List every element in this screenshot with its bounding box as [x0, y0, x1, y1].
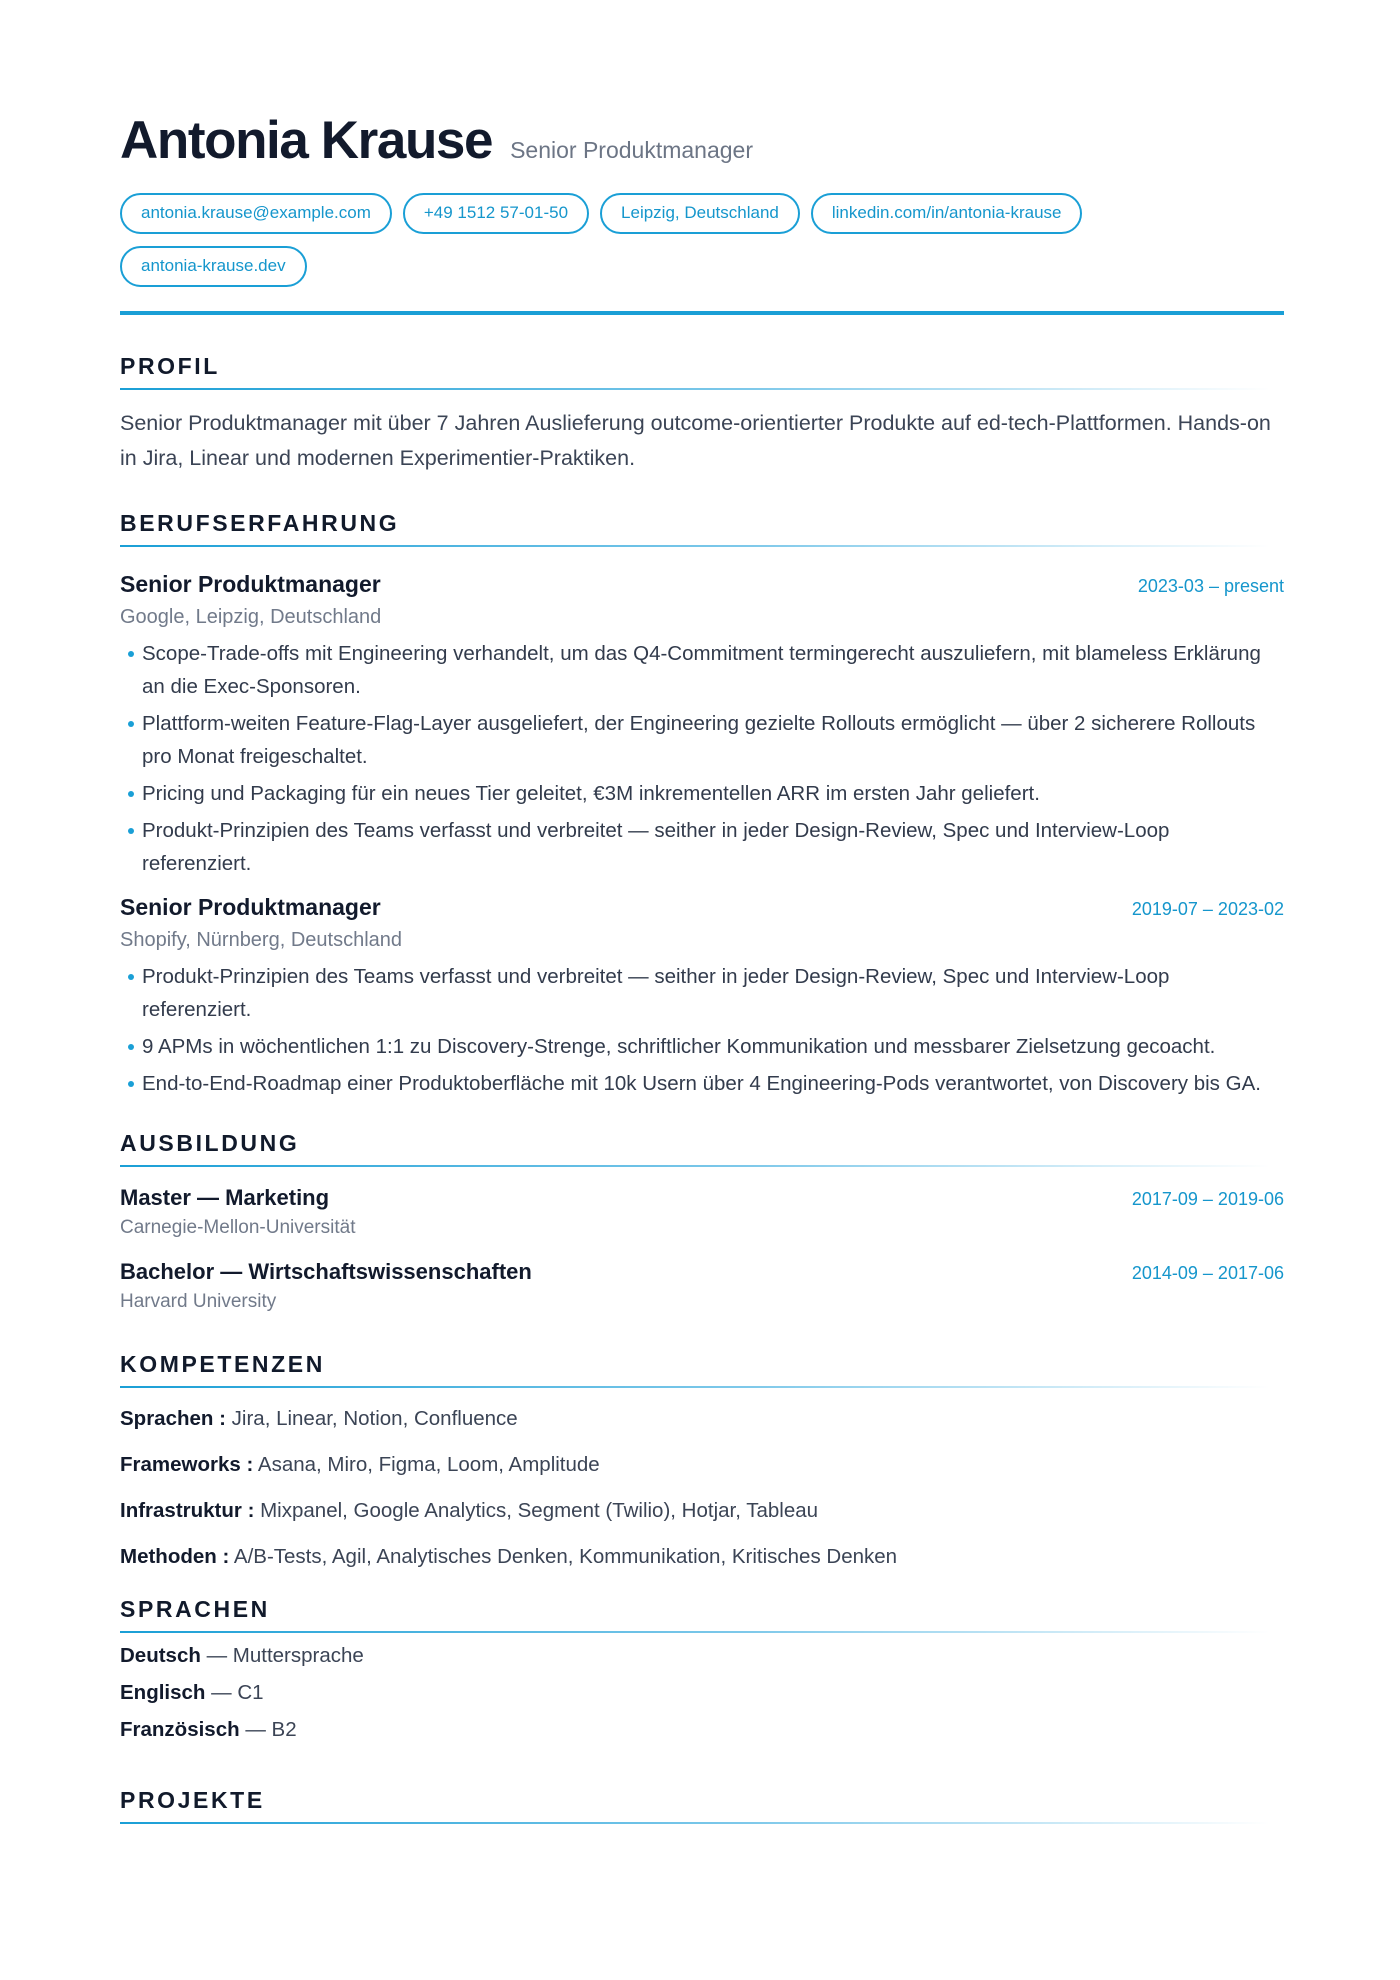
contact-website[interactable]: antonia-krause.dev — [120, 246, 307, 287]
skill-values: A/B-Tests, Agil, Analytisches Denken, Kommunikation, Kritisches Denken — [233, 1545, 898, 1568]
education-degree: Master — Marketing — [120, 1185, 330, 1210]
projects-section — [120, 1787, 1280, 1824]
header-divider — [120, 311, 1284, 315]
section-title-profile: PROFIL — [120, 353, 1280, 390]
skills-section — [120, 1351, 1280, 1572]
section-title-projects: PROJEKTE — [120, 1787, 1280, 1824]
job-header — [120, 894, 1284, 921]
experience-section — [120, 510, 1284, 1100]
skill-row — [120, 1450, 1280, 1480]
skill-row — [120, 1496, 1280, 1526]
job-bullet: Produkt-Prinzipien des Teams verfasst und verbreitet — seither in jeder Design-Review, Spec und Interview-Loop referenziert. — [120, 960, 1284, 1026]
section-title-education: AUSBILDUNG — [120, 1130, 1280, 1167]
skill-row — [120, 1542, 1280, 1572]
education-date: 2014-09 – 2017-06 — [1131, 1263, 1284, 1283]
skill-label: Frameworks : — [120, 1453, 254, 1476]
skill-label: Methoden : — [120, 1545, 230, 1568]
education-date: 2017-09 – 2019-06 — [1131, 1189, 1284, 1209]
language-name: Englisch — [120, 1681, 206, 1704]
section-title-skills: KOMPETENZEN — [120, 1351, 1280, 1388]
job-bullet: Pricing und Packaging für ein neues Tier geleitet, €3M inkrementellen ARR im ersten Jahr geliefert. — [120, 777, 1284, 810]
bullet-dot — [128, 791, 134, 797]
language-name: Deutsch — [120, 1644, 201, 1667]
language-level: — Muttersprache — [206, 1644, 364, 1667]
education-degree: Bachelor — Wirtschaftswissenschaften — [120, 1259, 532, 1284]
resume-header — [120, 110, 1280, 171]
candidate-title: Senior Produktmanager — [510, 137, 753, 163]
language-row — [120, 1678, 1280, 1708]
education-section — [120, 1130, 1284, 1313]
skill-label: Infrastruktur : — [120, 1499, 255, 1522]
skill-values: Jira, Linear, Notion, Confluence — [231, 1407, 518, 1430]
job-title: Senior Produktmanager — [120, 571, 381, 597]
languages-section — [120, 1596, 1280, 1745]
language-row — [120, 1715, 1280, 1745]
contact-chips — [120, 193, 1180, 287]
language-name: Französisch — [120, 1718, 240, 1741]
bullet-dot — [128, 1044, 134, 1050]
contact-email[interactable]: antonia.krause@example.com — [120, 193, 392, 234]
contact-location: Leipzig, Deutschland — [600, 193, 800, 234]
job-bullet: Produkt-Prinzipien des Teams verfasst und verbreitet — seither in jeder Design-Review, Spec und Interview-Loop referenziert. — [120, 814, 1284, 880]
bullet-dot — [128, 651, 134, 657]
section-title-experience: BERUFSERFAHRUNG — [120, 510, 1280, 547]
job-entry — [120, 571, 1284, 880]
contact-linkedin[interactable]: linkedin.com/in/antonia-krause — [811, 193, 1083, 234]
skill-row — [120, 1404, 1280, 1434]
profile-section — [120, 353, 1280, 476]
candidate-name: Antonia Krause — [120, 111, 493, 170]
section-title-languages: SPRACHEN — [120, 1596, 1280, 1633]
job-bullet: Plattform-weiten Feature-Flag-Layer ausgeliefert, der Engineering gezielte Rollouts ermöglicht — über 2 sicherere Rollouts pro Monat freigeschaltet. — [120, 707, 1284, 773]
bullet-dot — [128, 721, 134, 727]
languages-list — [120, 1641, 1280, 1745]
education-header — [120, 1259, 1284, 1285]
education-entry — [120, 1259, 1284, 1313]
skill-values: Asana, Miro, Figma, Loom, Amplitude — [257, 1453, 600, 1476]
education-entry — [120, 1185, 1284, 1239]
job-date: 2019-07 – 2023-02 — [1131, 899, 1284, 919]
job-company: Google, Leipzig, Deutschland — [120, 606, 382, 628]
skill-label: Sprachen : — [120, 1407, 226, 1430]
profile-summary: Senior Produktmanager mit über 7 Jahren Auslieferung outcome-orientierter Produkte auf ed-tech-Plattformen. Hands-on in Jira, Linear und modernen Experimentier-Praktiken. — [120, 411, 1271, 470]
bullet-dot — [128, 974, 134, 980]
bullet-dot — [128, 1081, 134, 1087]
job-header — [120, 571, 1284, 598]
skills-list — [120, 1404, 1280, 1572]
skill-values: Mixpanel, Google Analytics, Segment (Twilio), Hotjar, Tableau — [260, 1499, 819, 1522]
bullet-dot — [128, 828, 134, 834]
education-school: Harvard University — [120, 1291, 277, 1312]
job-company: Shopify, Nürnberg, Deutschland — [120, 929, 403, 951]
language-level: — C1 — [211, 1681, 264, 1704]
job-entry — [120, 894, 1284, 1100]
job-bullet: Scope-Trade-offs mit Engineering verhandelt, um das Q4-Commitment termingerecht auszuliefern, mit blameless Erklärung an die Exec-Sponsoren. — [120, 637, 1284, 703]
job-title: Senior Produktmanager — [120, 894, 381, 920]
education-header — [120, 1185, 1284, 1211]
job-bullet: End-to-End-Roadmap einer Produktoberfläche mit 10k Usern über 4 Engineering-Pods verantwortet, von Discovery bis GA. — [120, 1067, 1284, 1100]
job-date: 2023-03 – present — [1137, 576, 1284, 596]
contact-phone[interactable]: +49 1512 57-01-50 — [403, 193, 589, 234]
language-level: — B2 — [245, 1718, 297, 1741]
job-bullets — [120, 637, 1284, 880]
education-school: Carnegie-Mellon-Universität — [120, 1217, 356, 1238]
job-bullet: 9 APMs in wöchentlichen 1:1 zu Discovery-Strenge, schriftlicher Kommunikation und messbarer Zielsetzung gecoacht. — [120, 1030, 1284, 1063]
job-bullets — [120, 960, 1284, 1100]
language-row — [120, 1641, 1280, 1671]
